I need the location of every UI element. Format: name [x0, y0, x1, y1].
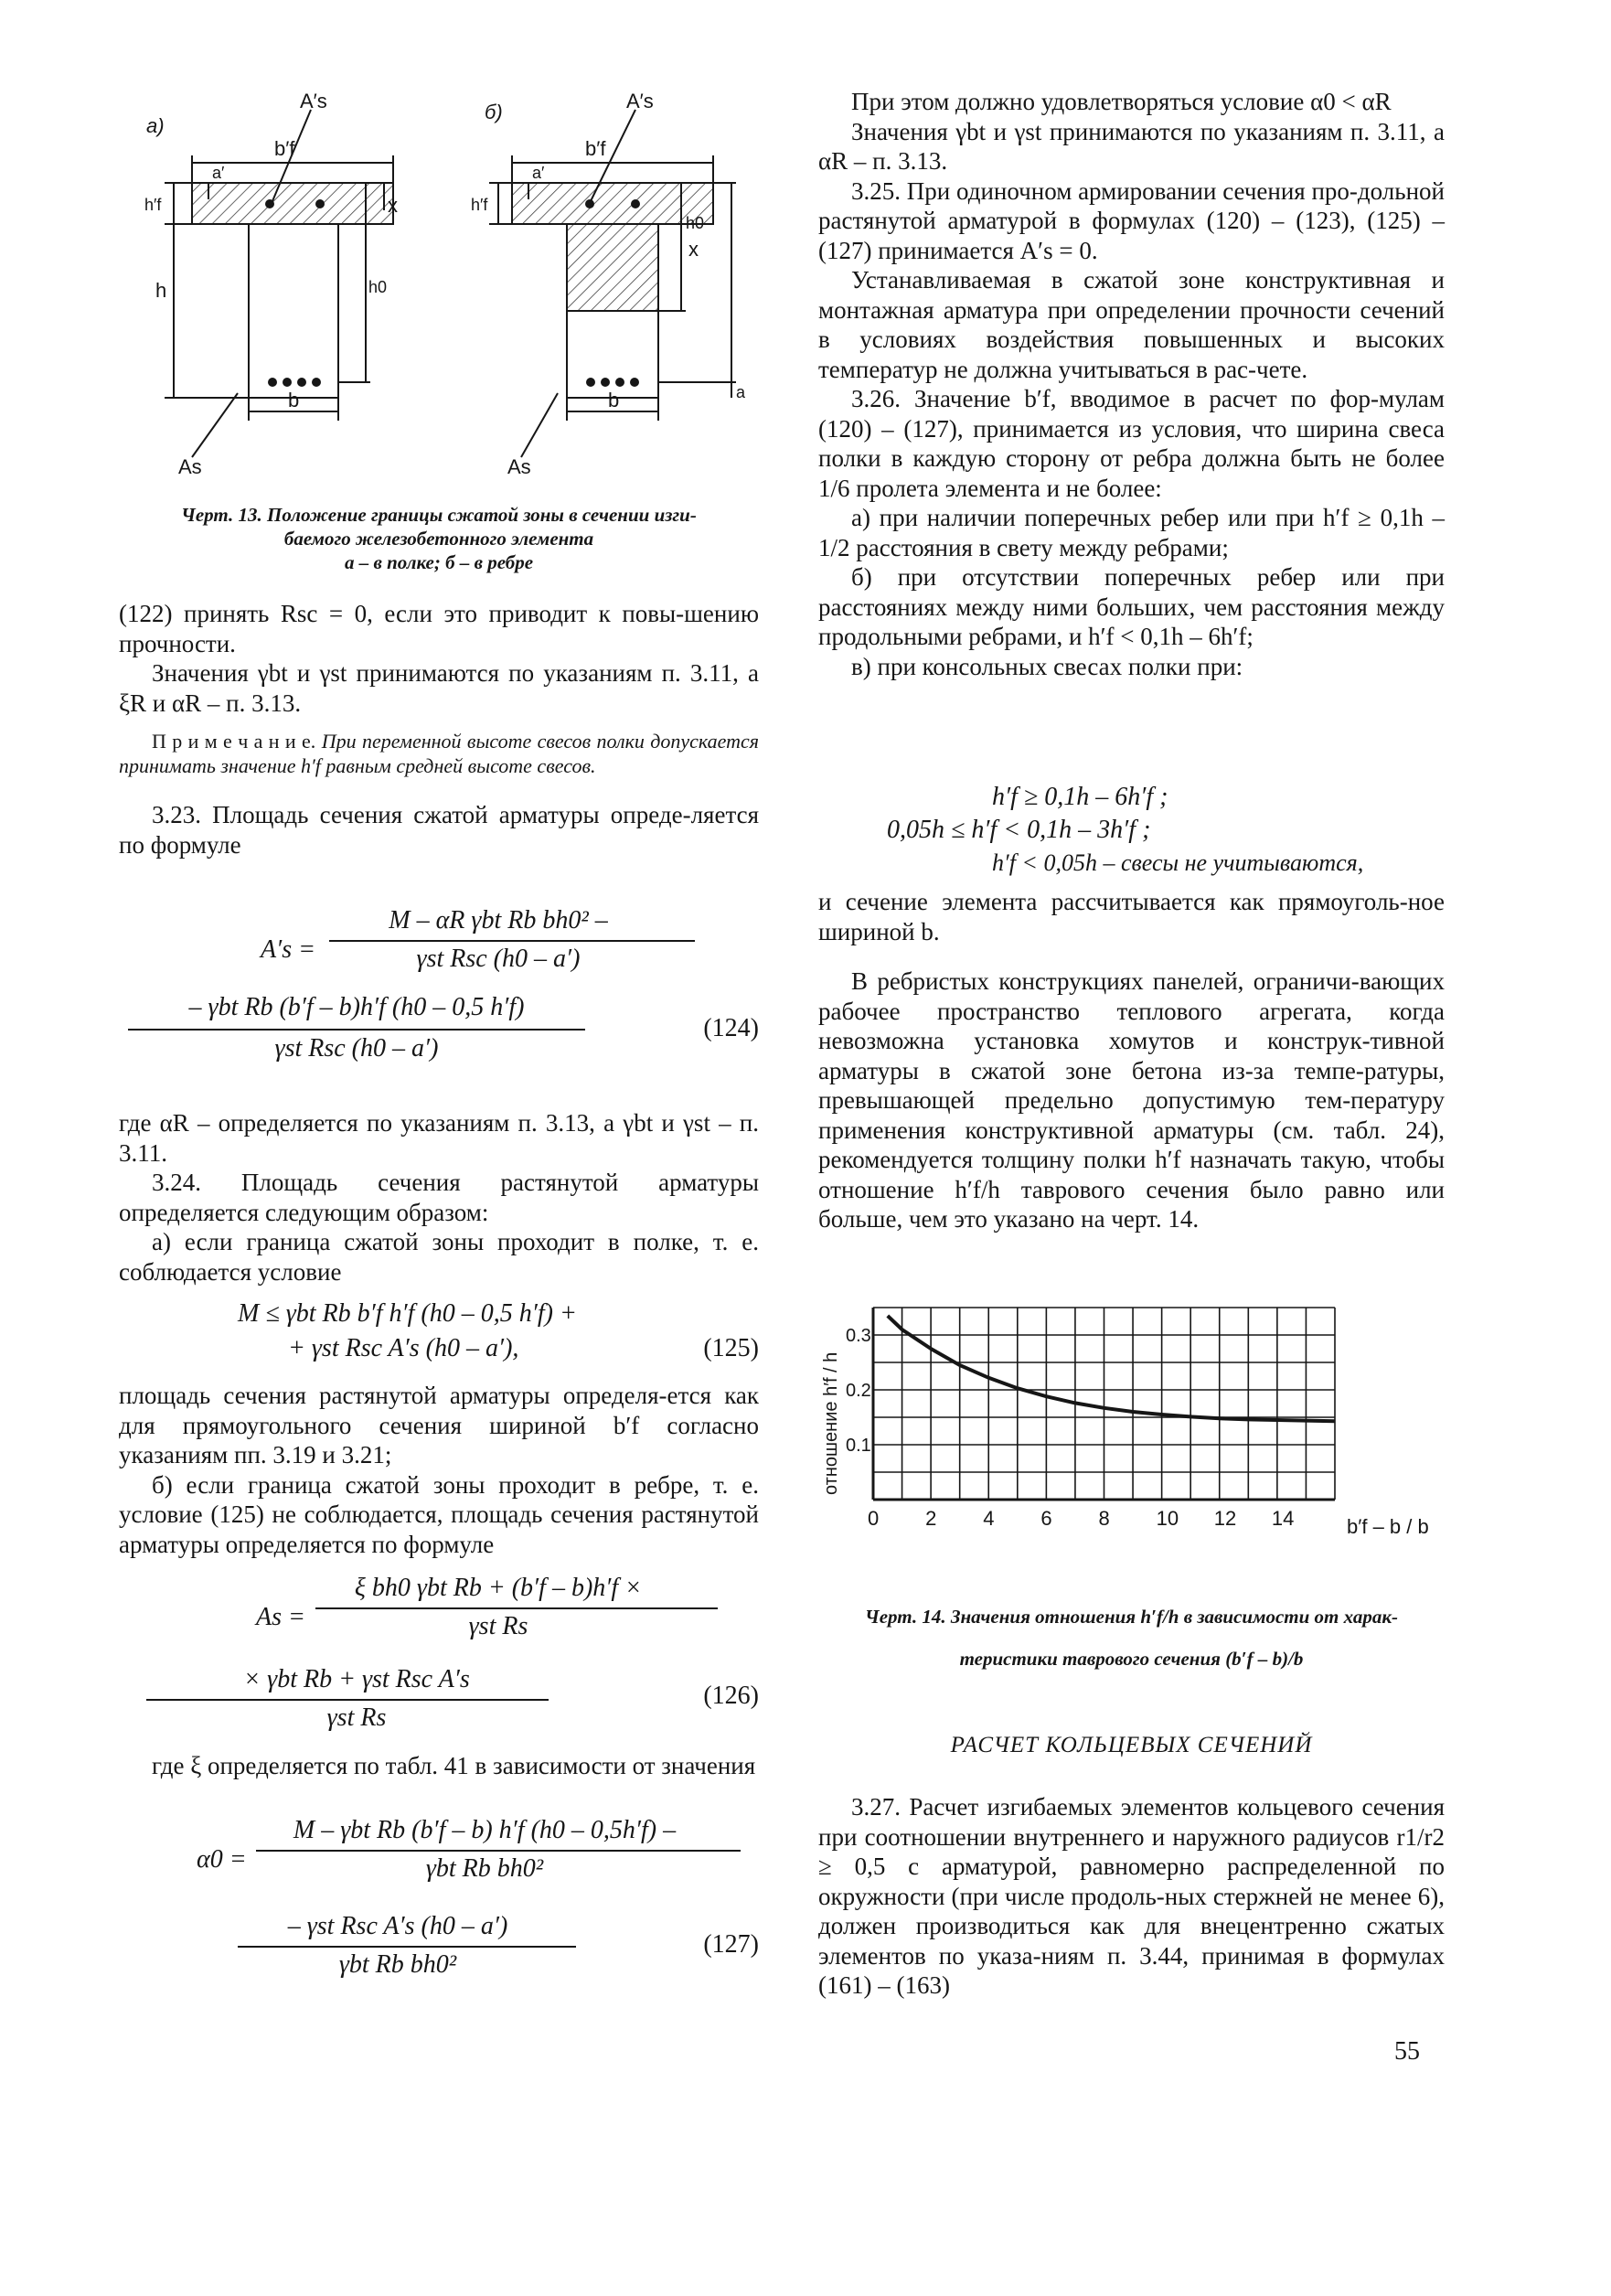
x-tick-label: 2: [925, 1507, 937, 1530]
figure-13: [137, 91, 759, 475]
para-3-24: 3.24. Площадь сечения растянутой арматуры определяется следующим образом:: [119, 1169, 759, 1226]
eq-127: (127): [703, 1930, 759, 1959]
fig13-caption-3: а – в полке; б – в ребре: [344, 551, 534, 573]
fig14-caption-2: теристики таврового сечения (b′f – b)/b: [959, 1648, 1304, 1670]
svg-text:h0: h0: [686, 214, 705, 232]
svg-text:a′: a′: [532, 164, 545, 182]
y-tick-label: 0.3: [846, 1326, 871, 1346]
svg-text:As: As: [507, 455, 531, 475]
formula-127: α0 = M – γbt Rb (b′f – b) h′f (h0 – 0,5h′f) – γbt Rb bh0² – γst Rsc A′s (h0 – a′) γbt Rb bh0² (127): [197, 1816, 759, 1979]
svg-text:h′f: h′f: [144, 196, 162, 214]
x-tick-label: 10: [1156, 1507, 1179, 1530]
para-3-25: 3.25. При одиночном армировании сечения про-дольной растянутой арматурой в формулах (120) – (123), (125) – (127) принимается A′s = 0.: [818, 176, 1445, 264]
x-tick-label: 4: [983, 1507, 995, 1530]
formula-125: M ≤ γbt Rb b′f h′f (h0 – 0,5 h′f) + + γst Rsc A′s (h0 – a′), (125): [238, 1299, 759, 1362]
fig13-caption-1: Черт. 13. Положение границы сжатой зоны в сечении изги-: [181, 504, 697, 526]
para-3-23: 3.23. Площадь сечения сжатой арматуры опреде-ляется по формуле: [119, 801, 759, 859]
para-3-25-b: Устанавливаемая в сжатой зоне конструктивная и монтажная арматура при определении прочности сечений в условиях воздействия повышенных и высоких температур не должна учитываться в рас-чете.: [818, 266, 1445, 383]
svg-text:h: h: [155, 279, 167, 302]
para-rect-section: площадь сечения растянутой арматуры определя-ется как для прямоугольного сечения шириной b′f согласно указаниям пп. 3.19 и 3.21;: [119, 1382, 759, 1468]
chart-grid: [873, 1308, 1335, 1500]
para-where-2: где ξ определяется по табл. 41 в зависимости от значения: [152, 1752, 756, 1779]
para-values-1: Значения γbt и γst принимаются по указаниям п. 3.11, а ξR и αR – п. 3.13.: [119, 659, 759, 717]
section-heading: РАСЧЕТ КОЛЬЦЕВЫХ СЕЧЕНИЙ: [950, 1733, 1313, 1757]
svg-text:a′: a′: [212, 164, 225, 182]
para-condition: При этом должно удовлетворяться условие α0 < αR: [851, 88, 1392, 115]
formula-124: A′s = M – αR γbt Rb bh0² – γst Rsc (h0 – a′) – γbt Rb (b′f – b)h′f (h0 – 0,5 h′f) γst Rsc (h0 – a′) (124): [119, 905, 759, 1097]
svg-text:As: As: [178, 455, 202, 475]
chart-14: [818, 1294, 1445, 1586]
svg-text:h′f: h′f: [471, 196, 488, 214]
svg-text:b′f: b′f: [585, 137, 606, 160]
svg-text:x: x: [388, 194, 398, 217]
note-label: П р и м е ч а н и е.: [152, 730, 316, 753]
x-tick-label: 12: [1213, 1507, 1237, 1530]
fig13-label-b: б): [485, 101, 503, 123]
fig14-caption-1: Черт. 14. Значения отношения h′f/h в зависимости от харак-: [864, 1606, 1399, 1628]
x-tick-label: 14: [1271, 1507, 1295, 1530]
svg-text:A′s: A′s: [626, 91, 654, 112]
y-tick-label: 0.1: [846, 1436, 871, 1456]
y-axis-label: отношение h′f / h: [821, 1351, 841, 1495]
para-ribbed: В ребристых конструкциях панелей, ограничи-вающих рабочее пространство теплового агрегата, когда невозможна установка хомутов и конструк-тивной арматуры в сжатой зоне бетона из-за темпе-ратуры, превышающей предельно допустимую тем-пературу применения конструктивной арматуры (см. табл. 24), рекомендуется толщину полки h′f назначать такую, чтобы отношение h′f/h таврового сечения было равно или больше, чем это указано на черт. 14.: [818, 967, 1445, 1233]
x-tick-label: 0: [868, 1507, 880, 1530]
x-tick-label: 6: [1040, 1507, 1052, 1530]
para-3-26-c: в) при консольных свесах полки при:: [851, 652, 1243, 680]
note: [119, 729, 759, 778]
para-122: (122) принять Rsc = 0, если это приводит к повы-шению прочности.: [119, 600, 759, 657]
web-a: [249, 224, 338, 398]
para-3-26: 3.26. Значение b′f, вводимое в расчет по фор-мулам (120) – (127), принимается из условия, что ширина свеса полки в каждую сторону от ребра должна быть не более 1/6 пролета элемента и не более:: [818, 385, 1445, 502]
svg-text:b′f: b′f: [274, 137, 295, 160]
svg-text:x: x: [688, 238, 699, 261]
eq-124: (124): [703, 1014, 759, 1042]
para-values-2: Значения γbt и γst принимаются по указаниям п. 3.11, а αR – п. 3.13.: [818, 117, 1445, 175]
eq-126: (126): [703, 1682, 759, 1710]
svg-text:h0: h0: [368, 278, 388, 296]
para-where-1: где αR – определяется по указаниям п. 3.13, а γbt и γst – п. 3.11.: [119, 1109, 759, 1167]
para-3-26-end: и сечение элемента рассчитывается как прямоуголь-ное шириной b.: [818, 888, 1445, 945]
para-3-27: 3.27. Расчет изгибаемых элементов кольцевого сечения при соотношении внутреннего и наружного радиусов r1/r2 ≥ 0,5 с арматурой, равномерно распределенной по окружности (при числе продоль-ных стержней не менее 6), должен производиться как для внецентренно сжатых элементов по указа-ниям п. 3.44, принимая в формулах (161) – (163): [818, 1793, 1445, 1999]
para-3-24-a: а) если граница сжатой зоны проходит в полке, т. е. соблюдается условие: [119, 1228, 759, 1286]
fig13-caption-2: баемого железобетонного элемента: [283, 528, 594, 550]
svg-text:A′s: A′s: [300, 91, 327, 112]
svg-text:b: b: [288, 389, 300, 411]
svg-text:b: b: [608, 389, 620, 411]
y-tick-label: 0.2: [846, 1381, 871, 1401]
note-text: При переменной высоте свесов полки допускается принимать значение h′f равным средней высоте свесов.: [119, 730, 759, 777]
series-line: [888, 1316, 1335, 1421]
eq-125: (125): [703, 1334, 759, 1362]
svg-text:a: a: [736, 383, 746, 401]
formula-126: As = ξ bh0 γbt Rb + (b′f – b)h′f × γst Rs × γbt Rb + γst Rsc A′s γst Rs (126): [119, 1573, 759, 1737]
para-3-26-b: б) при отсутствии поперечных ребер или при расстояниях между ними больших, чем расстояния между продольными ребрами, и h′f < 0,1h – 6h′f;: [818, 563, 1445, 650]
conditions-block: h′f ≥ 0,1h – 6h′f ; 0,05h ≤ h′f < 0,1h – 3h′f ; h′f < 0,05h – свесы не учитываются,: [887, 783, 1364, 876]
para-3-26-a: а) при наличии поперечных ребер или при h′f ≥ 0,1h – 1/2 расстояния в свету между ребрами;: [818, 504, 1445, 561]
page-number: 55: [1394, 2037, 1420, 2066]
fig13-label-a: а): [146, 114, 165, 137]
flange-a: [192, 183, 393, 224]
x-axis-label: b′f – b / b: [1347, 1515, 1429, 1538]
x-tick-label: 8: [1098, 1507, 1110, 1530]
para-3-24-b: б) если граница сжатой зоны проходит в ребре, т. е. условие (125) не соблюдается, площадь сечения растянутой арматуры определяется по формуле: [119, 1470, 759, 1558]
